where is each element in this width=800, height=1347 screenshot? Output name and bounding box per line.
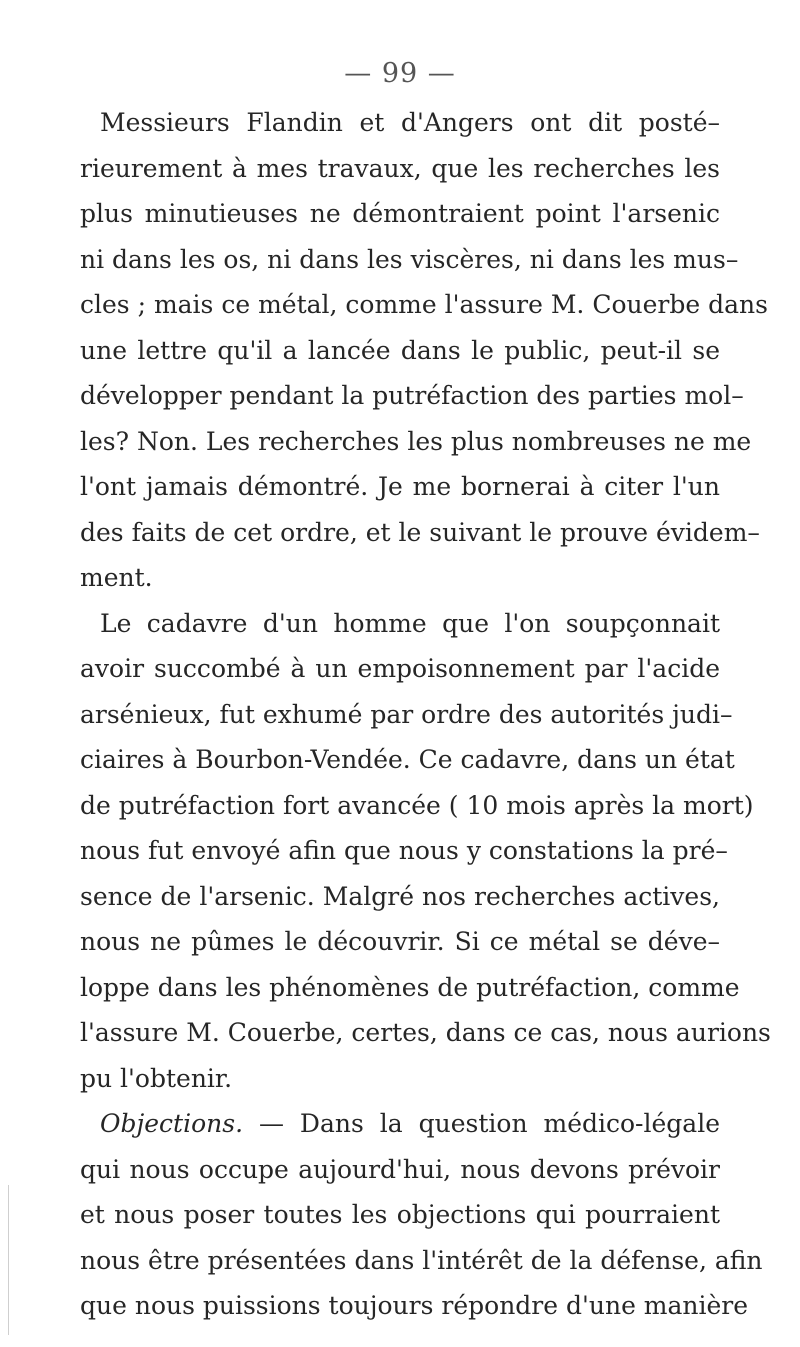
body-text bbox=[80, 100, 771, 1329]
paragraph-1 bbox=[80, 100, 768, 601]
text-line: avoir succombé à un empoisonnement par l'acide bbox=[80, 654, 720, 683]
text-line: arsénieux, fut exhumé par ordre des autorités judi– bbox=[80, 699, 733, 729]
text-line: nous ne pûmes le découvrir. Si ce métal se déve– bbox=[80, 927, 720, 956]
text-line: nous être présentées dans l'intérêt de la défense, afin bbox=[80, 1245, 763, 1275]
paragraph-3 bbox=[80, 1101, 763, 1329]
text-line: développer pendant la putréfaction des parties mol– bbox=[80, 381, 744, 410]
text-line: plus minutieuses ne démontraient point l'arsenic bbox=[80, 199, 720, 228]
text-line: l'ont jamais démontré. Je me bornerai à citer l'un bbox=[80, 472, 720, 501]
text-line: rieurement à mes travaux, que les recherches les bbox=[80, 153, 720, 183]
text-line: les? Non. Les recherches les plus nombreuses ne me bbox=[80, 426, 752, 456]
text-line: des faits de cet ordre, et le suivant le prouve évidem– bbox=[80, 517, 760, 547]
text-line: et nous poser toutes les objections qui pourraient bbox=[80, 1200, 720, 1229]
text-line: cles ; mais ce métal, comme l'assure M. Couerbe dans bbox=[80, 290, 768, 319]
text-line: loppe dans les phénomènes de putréfaction, comme bbox=[80, 972, 740, 1002]
page-number: — 99 — bbox=[344, 58, 456, 89]
text-line: ciaires à Bourbon-Vendée. Ce cadavre, dans un état bbox=[80, 745, 735, 774]
text-line: ni dans les os, ni dans les viscères, ni dans les mus– bbox=[80, 244, 739, 274]
section-heading: Objections. bbox=[100, 1109, 244, 1138]
text-line: une lettre qu'il a lancée dans le public, peut-il se bbox=[80, 335, 720, 365]
text-line: qui nous occupe aujourd'hui, nous devons prévoir bbox=[80, 1154, 720, 1184]
text-line: sence de l'arsenic. Malgré nos recherches actives, bbox=[80, 881, 720, 911]
text-line: nous fut envoyé afin que nous y constations la pré– bbox=[80, 836, 728, 865]
page-edge-line bbox=[8, 1185, 9, 1335]
paragraph-2 bbox=[80, 601, 771, 1102]
text-line: Messieurs Flandin et d'Angers ont dit posté– bbox=[100, 108, 720, 137]
heading-line-rest: — Dans la question médico-légale bbox=[243, 1109, 720, 1138]
text-line: de putréfaction fort avancée ( 10 mois après la mort) bbox=[80, 790, 754, 820]
text-line: l'assure M. Couerbe, certes, dans ce cas, nous aurions bbox=[80, 1018, 771, 1047]
text-line: ment. bbox=[80, 563, 153, 592]
text-line: que nous puissions toujours répondre d'une manière bbox=[80, 1291, 749, 1320]
text-line: pu l'obtenir. bbox=[80, 1063, 233, 1093]
text-line: Le cadavre d'un homme que l'on soupçonnait bbox=[100, 608, 720, 638]
text-line bbox=[80, 1101, 720, 1147]
